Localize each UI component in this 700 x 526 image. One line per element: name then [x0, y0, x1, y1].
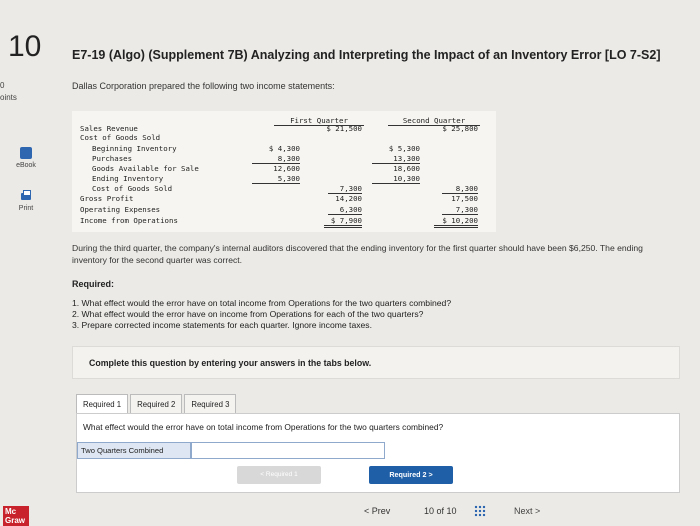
required-heading: Required:: [72, 279, 115, 289]
answer-row-label: Two Quarters Combined: [77, 442, 191, 459]
q1-cogs-value: 7,300: [328, 184, 362, 194]
row-label-gross-profit: Gross Profit: [80, 194, 134, 203]
printer-icon: [20, 190, 32, 202]
answer-panel: [76, 413, 680, 493]
row-label-sales-revenue: Sales Revenue: [80, 124, 138, 133]
answer-input-field[interactable]: [191, 442, 385, 459]
question-grid-icon[interactable]: [474, 505, 486, 517]
q2-goods-available-value: 18,600: [393, 164, 420, 173]
requirements-list: [72, 298, 451, 331]
next-question-link[interactable]: Next >: [514, 506, 541, 516]
row-label-cost-of-goods-sold: Cost of Goods Sold: [92, 184, 173, 193]
q1-purchases-value: 8,300: [252, 154, 300, 164]
print-label: Print: [18, 205, 34, 212]
requirement-1: 1. What effect would the error have on total income from Operations for the two quarters combined?: [72, 298, 452, 308]
q2-gross-profit-value: 17,500: [451, 194, 478, 203]
instruction-text: Complete this question by entering your answers in the tabs below.: [89, 358, 372, 368]
ebook-link[interactable]: [6, 147, 46, 169]
q1-goods-available-value: 12,600: [273, 164, 300, 173]
q1-operating-expenses-value: 6,300: [328, 205, 362, 215]
q2-ending-inventory-value: 10,300: [372, 174, 420, 184]
q1-sales-value: $ 21,500: [326, 124, 362, 133]
tab-required-1[interactable]: Required 1: [76, 394, 128, 414]
q2-purchases-value: 13,300: [372, 154, 420, 164]
row-label-operating-expenses: Operating Expenses: [80, 205, 161, 214]
question-intro: Dallas Corporation prepared the following two income statements:: [72, 81, 335, 91]
q1-beginning-inventory-value: $ 4,300: [268, 144, 300, 153]
prev-required-button[interactable]: < Required 1: [237, 466, 321, 484]
row-label-ending-inventory: Ending Inventory: [92, 174, 164, 183]
q2-income-value: $ 10,200: [434, 216, 478, 228]
q1-income-value: $ 7,900: [324, 216, 362, 228]
ebook-label: eBook: [16, 162, 36, 169]
mcgraw-logo: Mc Graw: [3, 506, 29, 526]
page-indicator: 10 of 10: [424, 506, 457, 516]
q2-operating-expenses-value: 7,300: [442, 205, 478, 215]
points-label: oints: [0, 93, 17, 102]
ebook-icon: [20, 147, 32, 159]
auditor-note: During the third quarter, the company's internal auditors discovered that the ending inventory for the first quarter should have been $6,250. The ending inventory for the second quarter was correct.: [72, 243, 643, 265]
question-title: E7-19 (Algo) (Supplement 7B) Analyzing and Interpreting the Impact of an Inventory Error [LO 7-S2]: [72, 48, 661, 62]
points-value: 0: [0, 81, 5, 90]
col-header-second-quarter: Second Quarter: [388, 116, 480, 126]
col-header-first-quarter: First Quarter: [274, 116, 364, 126]
row-label-income-from-operations: Income from Operations: [80, 216, 178, 225]
panel-question: What effect would the error have on total income from Operations for the two quarters combined?: [83, 422, 444, 432]
points-indicator: [0, 80, 17, 104]
q2-sales-value: $ 25,800: [442, 124, 478, 133]
income-statement-table: [72, 111, 496, 232]
requirement-2: 2. What effect would the error have on income from Operations for each of the two quarters?: [72, 309, 424, 319]
q2-cogs-value: 8,300: [442, 184, 478, 194]
tab-required-3[interactable]: Required 3: [184, 394, 236, 414]
requirement-tabs: [76, 394, 238, 414]
prev-question-link[interactable]: < Prev: [364, 506, 391, 516]
next-required-button[interactable]: Required 2 >: [369, 466, 453, 484]
instruction-box: [72, 346, 680, 379]
print-link[interactable]: [6, 190, 46, 212]
row-label-cogs-header: Cost of Goods Sold: [80, 133, 161, 142]
q1-ending-inventory-value: 5,300: [252, 174, 300, 184]
question-number: 10: [8, 30, 42, 63]
left-sidebar: [0, 0, 52, 526]
row-label-purchases: Purchases: [92, 154, 133, 163]
q2-beginning-inventory-value: $ 5,300: [388, 144, 420, 153]
q1-gross-profit-value: 14,200: [335, 194, 362, 203]
requirement-3: 3. Prepare corrected income statements for each quarter. Ignore income taxes.: [72, 320, 372, 330]
tab-required-2[interactable]: Required 2: [130, 394, 182, 414]
row-label-beginning-inventory: Beginning Inventory: [92, 144, 177, 153]
row-label-goods-available: Goods Available for Sale: [92, 164, 199, 173]
